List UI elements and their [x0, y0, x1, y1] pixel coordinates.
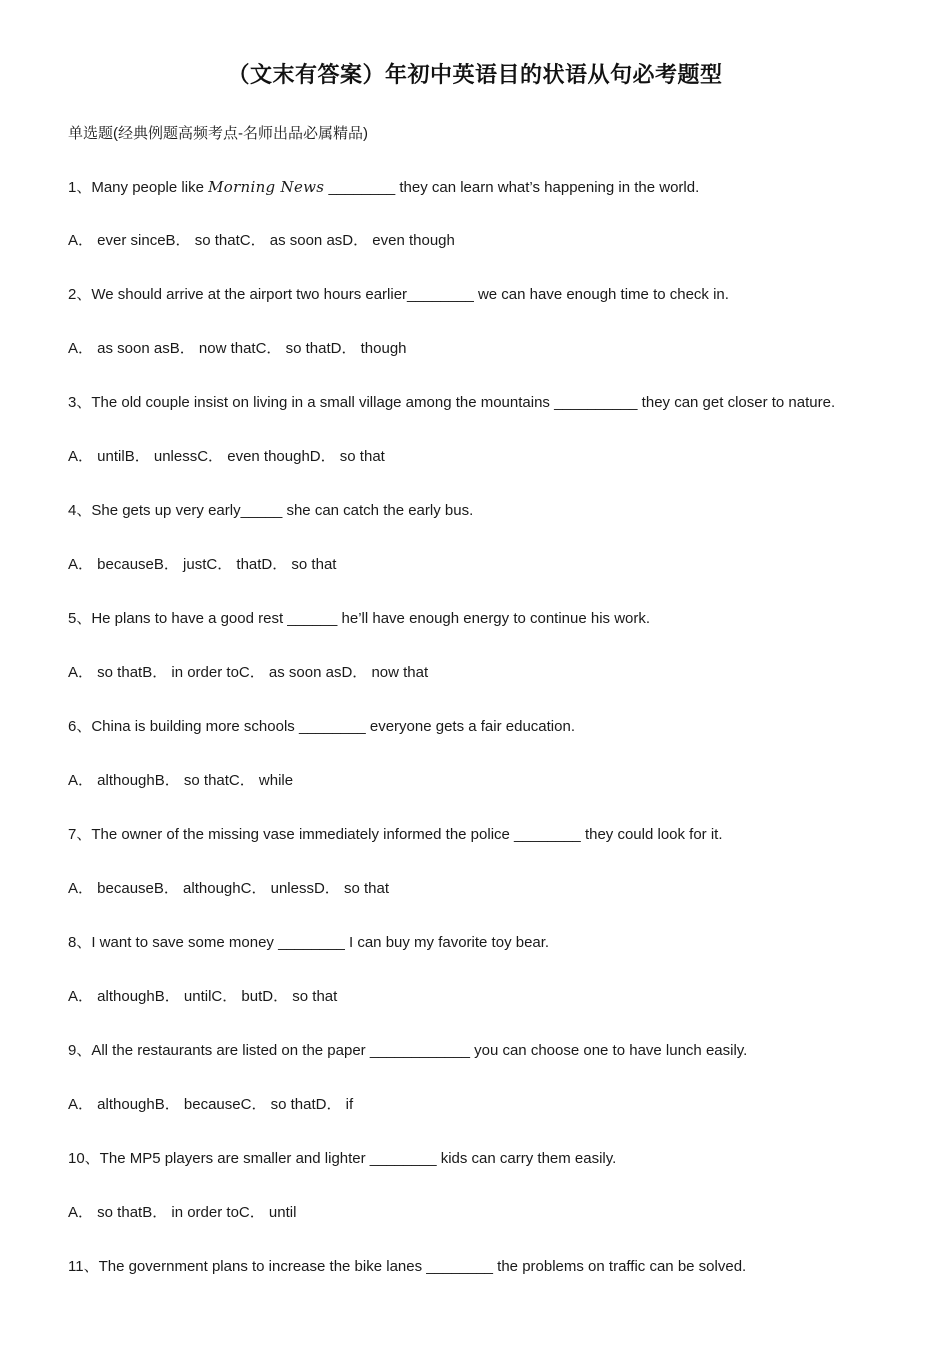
question-stem: 5、He plans to have a good rest ______ he’ll have enough energy to continue his work. [68, 610, 651, 627]
question-options: A． ever sinceB． so thatC． as soon asD． even though [68, 232, 455, 249]
question-stem: 2、We should arrive at the airport two hours earlier________ we can have enough time to check in. [68, 286, 729, 303]
emphasis-text: Morning News [208, 178, 325, 196]
question-options: A． so thatB． in order toC． until [68, 1204, 297, 1221]
question-stem: 10、The MP5 players are smaller and lighter ________ kids can carry them easily. [68, 1150, 617, 1167]
question-stem: 3、The old couple insist on living in a small village among the mountains __________ they can get closer to nature. [68, 394, 836, 411]
question-options: A． untilB． unlessC． even thoughD． so that [68, 448, 385, 465]
question-stem: 6、China is building more schools ________ everyone gets a fair education. [68, 718, 575, 735]
question-stem: 4、She gets up very early_____ she can catch the early bus. [68, 502, 474, 519]
question-options: A． althoughB． becauseC． so thatD． if [68, 1096, 354, 1113]
question-list [68, 176, 908, 1310]
section-heading: 单选题(经典例题高频考点-名师出品必属精品) [68, 125, 368, 142]
question-options: A． becauseB． justC． thatD． so that [68, 556, 337, 573]
question-stem: 7、The owner of the missing vase immediately informed the police ________ they could look for it. [68, 826, 723, 843]
question-stem: 9、All the restaurants are listed on the paper ____________ you can choose one to have lunch easily. [68, 1042, 748, 1059]
question-options: A． althoughB． untilC． butD． so that [68, 988, 338, 1005]
question-options: A． so thatB． in order toC． as soon asD． now that [68, 664, 429, 681]
question-stem: 8、I want to save some money ________ I can buy my favorite toy bear. [68, 934, 550, 951]
question-options: A． becauseB． althoughC． unlessD． so that [68, 880, 389, 897]
question-stem: 1、Many people like Morning News ________ they can learn what’s happening in the world. [68, 178, 700, 196]
question-options: A． as soon asB． now thatC． so thatD． though [68, 340, 407, 357]
document-title: （文末有答案）年初中英语目的状语从句必考题型 [227, 62, 723, 87]
question-stem: 11、The government plans to increase the bike lanes ________ the problems on traffic can be solved. [68, 1258, 747, 1275]
question-options: A． althoughB． so thatC． while [68, 772, 294, 789]
